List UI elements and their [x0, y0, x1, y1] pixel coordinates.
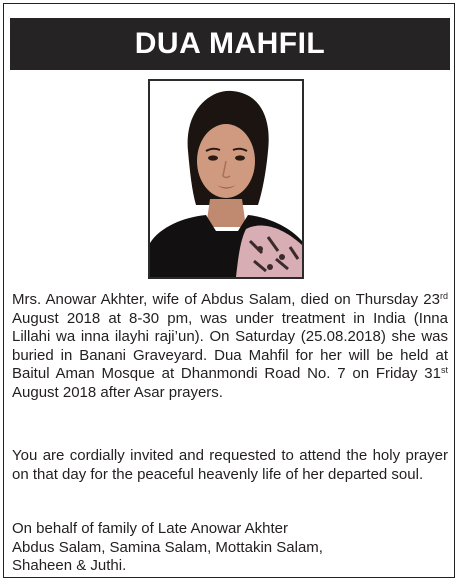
family-line-3: Shaheen & Juthi. — [12, 557, 127, 574]
announcement-text-2: August 2018 at 8-30 pm, was under treatment in India (Inna Lillahi wa inna ilayhi raji’un). On Saturday (25.08.2018) she was buried in Banani Graveyard. Dua Mahfil for her will be held at Baitul Aman Mosque at Dhanmondi Road No. 7 on Friday 31 — [12, 309, 448, 382]
notice-paragraph-invitation: You are cordially invited and requested to attend the holy prayer on that day for the peaceful heavenly life of her departed soul. — [12, 447, 448, 483]
family-line-2: Abdus Salam, Samina Salam, Mottakin Salam, — [12, 538, 323, 556]
announcement-text-3: August 2018 after Asar prayers. — [12, 383, 223, 401]
portrait-illustration — [150, 81, 302, 277]
notice-title-banner — [10, 18, 450, 70]
portrait-photo — [148, 79, 304, 279]
announcement-text-1: Mrs. Anowar Akhter, wife of Abdus Salam, died on Thursday 23 — [12, 291, 440, 308]
notice-paragraph-family — [12, 520, 448, 576]
notice-paragraph-announcement — [12, 291, 448, 402]
notice-title: DUA MAHFIL — [134, 27, 326, 60]
date-suffix-1: rd — [439, 291, 448, 301]
family-line-1: On behalf of family of Late Anowar Akhter — [12, 520, 288, 537]
date-suffix-2: st — [440, 365, 448, 375]
